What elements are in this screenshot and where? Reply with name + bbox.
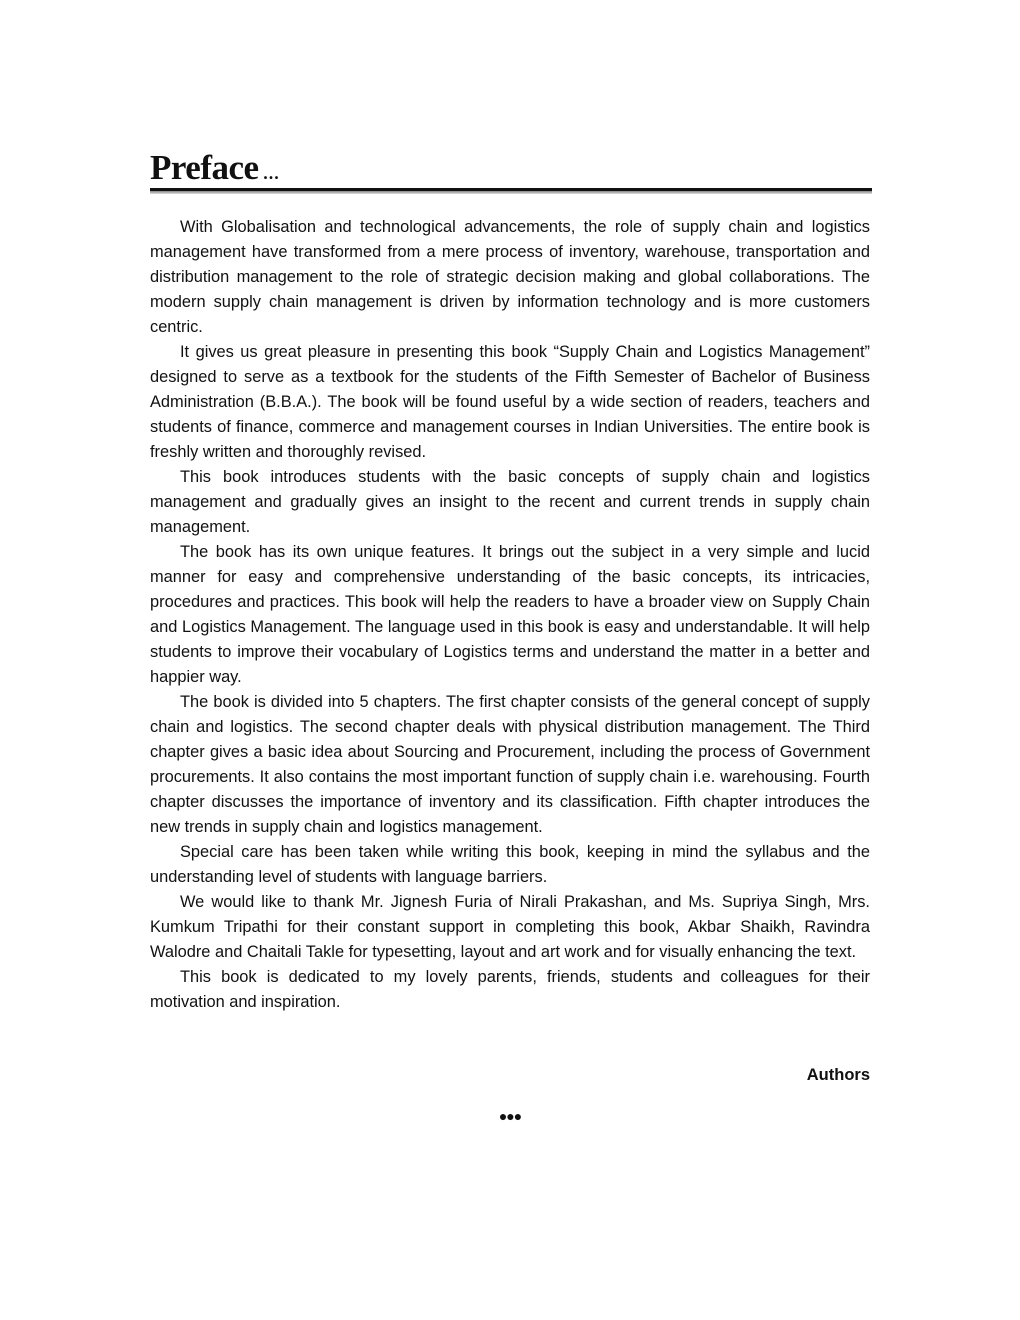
authors-signature: Authors	[806, 1066, 870, 1084]
end-mark: ●●●	[498, 1108, 522, 1124]
paragraph: The book is divided into 5 chapters. The first chapter consists of the general concept of supply chain and logistics. The second chapter deals with physical distribution management. The Third chapter gives a basic idea about Sourcing and Procurement, including the process of Government procurements. It also contains the most important function of supply chain i.e. warehousing. Fourth chapter discusses the importance of inventory and its classification. Fifth chapter introduces the new trends in supply chain and logistics management.	[150, 693, 870, 836]
paragraph: This book is dedicated to my lovely parents, friends, students and colleagues for their motivation and inspiration.	[150, 968, 870, 1011]
paragraph: This book introduces students with the basic concepts of supply chain and logistics management and gradually gives an insight to the recent and current trends in supply chain management.	[150, 468, 870, 536]
title-ellipsis: ...	[262, 159, 280, 185]
paragraph: It gives us great pleasure in presenting this book “Supply Chain and Logistics Management” designed to serve as a textbook for the students of the Fifth Semester of Bachelor of Business Administration (B.B.A.). The book will be found useful by a wide section of readers, teachers and students of finance, commerce and management courses in Indian Universities. The entire book is freshly written and thoroughly revised.	[150, 343, 870, 461]
paragraph: With Globalisation and technological advancements, the role of supply chain and logistics management have transformed from a mere process of inventory, warehouse, transportation and distribution management to the role of strategic decision making and global collaborations. The modern supply chain management is driven by information technology and is more customers centric.	[150, 218, 870, 336]
paragraph: Special care has been taken while writing this book, keeping in mind the syllabus and the understanding level of students with language barriers.	[150, 843, 870, 886]
title-rule-shadow	[150, 191, 872, 194]
preface-body	[150, 215, 870, 1015]
paragraph: The book has its own unique features. It brings out the subject in a very simple and lucid manner for easy and comprehensive understanding of the basic concepts, its intricacies, procedures and practices. This book will help the readers to have a broader view on Supply Chain and Logistics Management. The language used in this book is easy and understandable. It will help students to improve their vocabulary of Logistics terms and understand the matter in a better and happier way.	[150, 543, 870, 686]
page-title	[150, 148, 279, 188]
paragraph: We would like to thank Mr. Jignesh Furia of Nirali Prakashan, and Ms. Supriya Singh, Mrs. Kumkum Tripathi for their constant support in completing this book, Akbar Shaikh, Ravindra Walodre and Chaitali Takle for typesetting, layout and art work and for visually enhancing the text.	[150, 893, 870, 961]
title-text: Preface	[150, 148, 259, 187]
